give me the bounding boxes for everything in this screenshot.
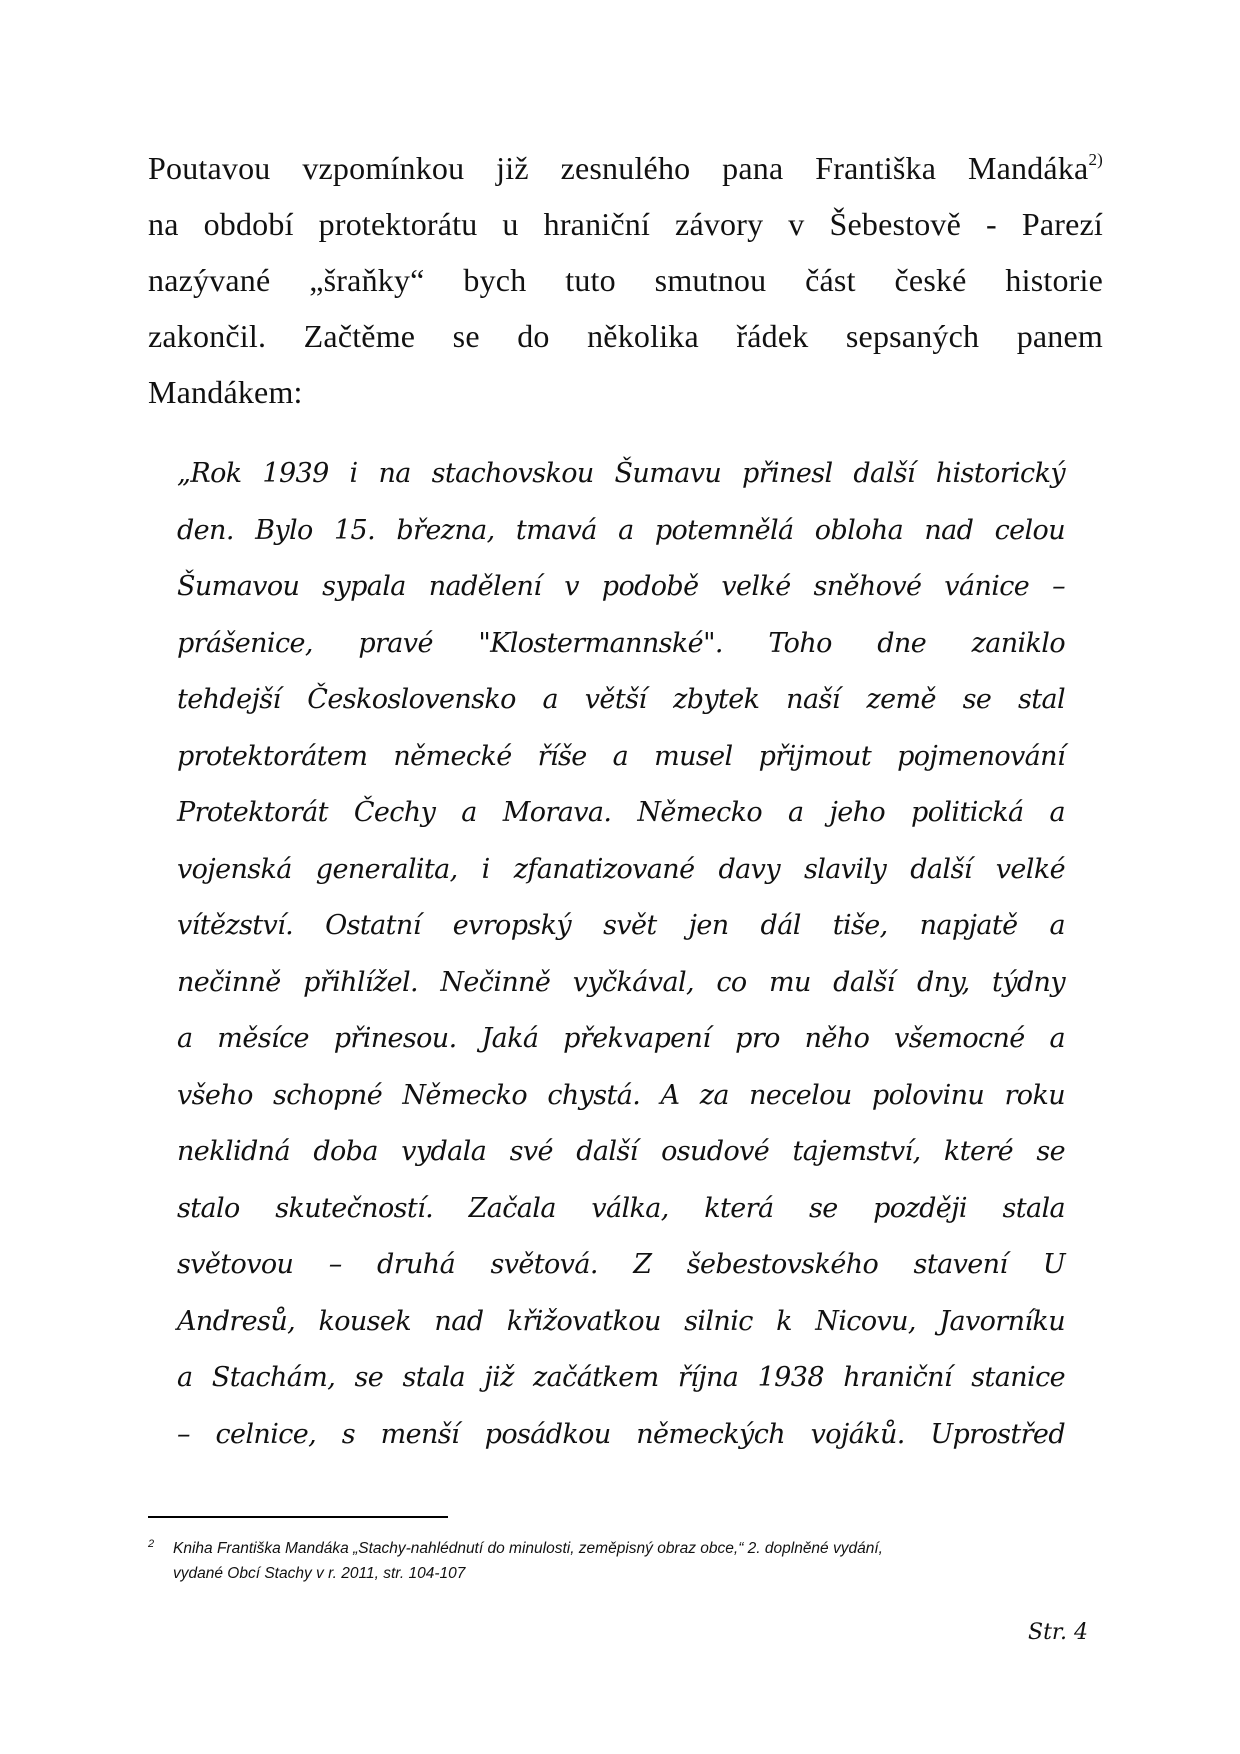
quote-line: všeho schopné Německo chystá. A za necelou polovinu roku <box>177 1079 1065 1111</box>
quote-line: světovou – druhá světová. Z šebestovského stavení U <box>177 1249 1065 1280</box>
quote-line: den. Bylo 15. března, tmavá a potemnělá obloha nad celou <box>177 514 1065 546</box>
quote-line: vojenská generalita, i zfanatizované davy slavily další velké <box>177 853 1065 885</box>
intro-line-text: Poutavou vzpomínkou již zesnulého pana Františka Mandáka <box>148 150 1089 186</box>
quote-line: vítězství. Ostatní evropský svět jen dál tiše, napjatě a <box>177 910 1065 941</box>
quote-line: „Rok 1939 i na stachovskou Šumavu přinesl další historický <box>177 458 1065 489</box>
intro-line: zakončil. Začtěme se do několika řádek sepsaných panem <box>148 318 1103 354</box>
quote-line: Protektorát Čechy a Morava. Německo a jeho politická a <box>177 797 1065 828</box>
intro-line: Mandákem: <box>148 374 303 410</box>
quote-line: – celnice, s menší posádkou německých vojáků. Uprostřed <box>177 1418 1065 1450</box>
quote-line: a měsíce přinesou. Jaká překvapení pro něho všemocné a <box>177 1023 1065 1054</box>
intro-line <box>148 140 1103 196</box>
quote-line: prášenice, pravé "Klostermannské". Toho dne zaniklo <box>177 627 1065 659</box>
quote-line: protektorátem německé říše a musel přijmout pojmenování <box>177 740 1065 772</box>
footnote <box>148 1536 1078 1586</box>
intro-line: na období protektorátu u hraniční závory v Šebestově - Parezí <box>148 206 1103 242</box>
intro-line: nazývané „šraňky“ bych tuto smutnou část české historie <box>148 262 1103 298</box>
quote-line: Šumavou sypala nadělení v podobě velké sněhové vánice – <box>177 571 1065 602</box>
quote-line: a Stachám, se stala již začátkem října 1938 hraniční stanice <box>177 1362 1065 1393</box>
intro-paragraph <box>148 140 1103 420</box>
footnote-reference: 2) <box>1088 150 1103 169</box>
footnote-text-line: vydané Obcí Stachy v r. 2011, str. 104-107 <box>173 1565 466 1582</box>
quote-line: nečinně přihlížel. Nečinně vyčkával, co mu další dny, týdny <box>177 966 1065 998</box>
quote-line: neklidná doba vydala své další osudové tajemství, které se <box>177 1136 1065 1167</box>
page-number: Str. 4 <box>1028 1620 1088 1645</box>
quote-line: stalo skutečností. Začala válka, která se později stala <box>177 1192 1065 1224</box>
footnote-mark: 2 <box>148 1538 155 1550</box>
footnote-text-line: Kniha Františka Mandáka „Stachy-nahlédnutí do minulosti, zeměpisný obraz obce,“ 2. doplněné vydání, <box>173 1540 883 1557</box>
quote-line: Andresů, kousek nad křižovatkou silnic k Nicovu, Javorníku <box>177 1305 1065 1337</box>
quote-line: tehdejší Československo a větší zbytek naší země se stal <box>177 684 1065 715</box>
footnote-separator <box>148 1516 448 1518</box>
quoted-passage <box>177 446 1065 1463</box>
